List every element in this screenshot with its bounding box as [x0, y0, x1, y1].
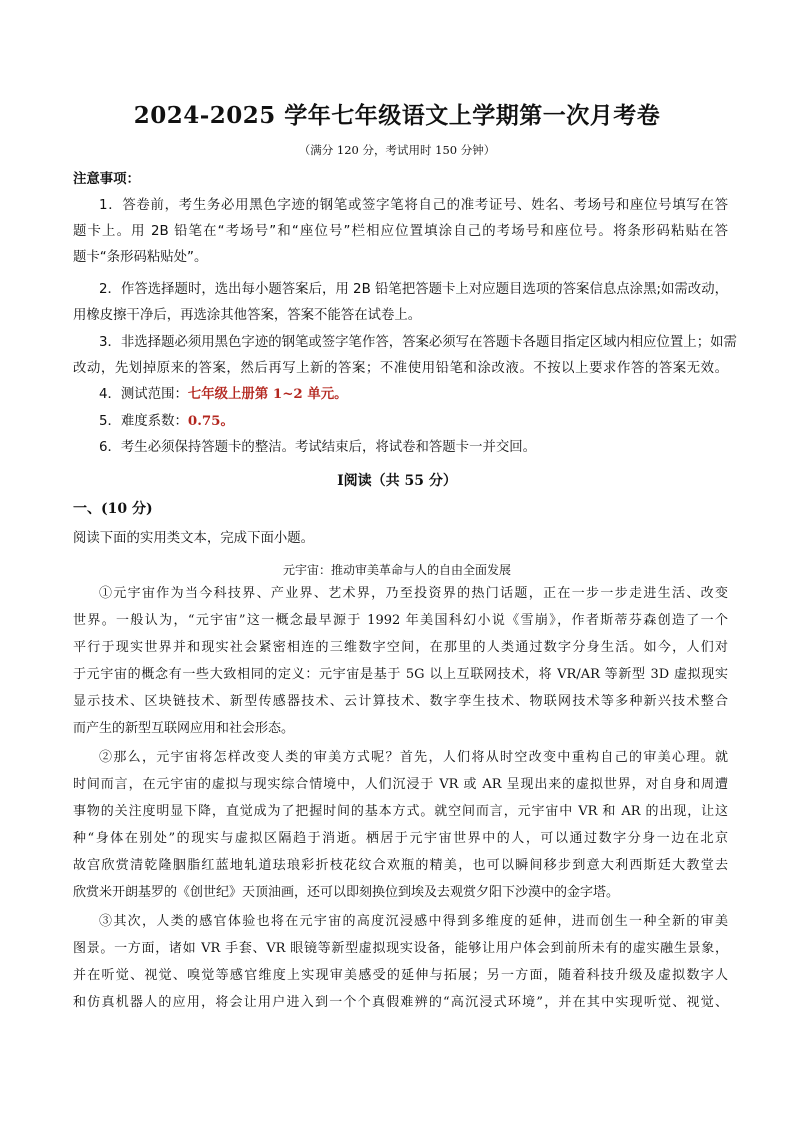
- exam-subtitle: （满分 120 分，考试用时 150 分钟）: [298, 143, 496, 157]
- notice-heading: 注意事项：: [73, 172, 140, 187]
- section-title: Ⅰ阅读（共 55 分）: [337, 473, 457, 489]
- para-3-line-2: 图景。一方面，诸如 VR 手套、VR 眼镜等新型虚拟现实设备，能够让用户体会到前所未有的虚实融生景象，: [73, 941, 728, 956]
- notice-item-4-label: 4．测试范围：: [99, 387, 188, 402]
- para-2-line-6: 欣赏米开朗基罗的《创世纪》天顶油画，还可以即刻换位到埃及去观赏夕阳下沙漠中的金字塔。: [73, 885, 620, 900]
- reading-instruction: 阅读下面的实用类文本，完成下面小题。: [73, 531, 315, 546]
- test-scope-value: 七年级上册第 1~2 单元。: [187, 386, 348, 402]
- para-1-line-2: 世界。一般认为，“元宇宙”这一概念最早源于 1992 年美国科幻小说《雪崩》，作者斯蒂芬森创造了一个: [73, 613, 728, 628]
- para-2-line-1: ②那么，元宇宙将怎样改变人类的审美方式呢？首先，人们将从时空改变中重构自己的审美心理。就: [99, 750, 728, 765]
- notice-item-3-line-1: 3．非选择题必须用黑色字迹的钢笔或签字笔作答，答案必须写在答题卡各题目指定区域内相应位置上；如需: [99, 335, 737, 350]
- notice-item-5: [99, 415, 728, 428]
- para-3-line-4: 和仿真机器人的应用，将会让用户进入到一个个真假难辨的“高沉浸式环境”，并在其中实现听觉、视觉、: [73, 995, 728, 1010]
- para-1-line-6: 而产生的新型互联网应用和社会形态。: [73, 721, 295, 736]
- notice-item-1-line-3: 题卡“条形码粘贴处”。: [73, 250, 208, 265]
- part-heading: 一、(10 分): [73, 501, 153, 517]
- para-2-line-2: 时间而言，在元宇宙的虚拟与现实综合情境中，人们沉浸于 VR 或 AR 呈现出来的虚拟世界，对自身和周遭: [73, 777, 728, 792]
- para-1-line-4: 于元宇宙的概念有一些大致相同的定义：元宇宙是基于 5G 以上互联网技术，将 VR/AR 等新型 3D 虚拟现实: [73, 667, 728, 682]
- para-2-line-5: 故宫欣赏清乾隆胭脂红蓝地轧道珐琅彩折枝花纹合欢瓶的精美，也可以瞬间移步到意大利西斯廷大教堂去: [73, 858, 728, 873]
- para-3-line-1: ③其次，人类的感官体验也将在元宇宙的高度沉浸感中得到多维度的延伸，进而创生一种全新的审美: [99, 914, 728, 929]
- para-1-line-3: 平行于现实世界并和现实社会紧密相连的三维数字空间，在那里的人类通过数字分身生活。如今，人们对: [73, 640, 728, 655]
- notice-item-4: [99, 388, 728, 401]
- page-title: 2024-2025 学年七年级语文上学期第一次月考卷: [133, 102, 661, 129]
- para-2-line-4: 种“身体在别处”的现实与虚拟区隔趋于消逝。栖居于元宇宙世界中的人，可以通过数字分身一边在北京: [73, 831, 728, 846]
- notice-item-1-line-2: 题卡上。用 2B 铅笔在“考场号”和“座位号”栏相应位置填涂自己的考场号和座位号。将条形码粘贴在答: [73, 224, 728, 239]
- para-1-line-1: ①元宇宙作为当今科技界、产业界、艺术界，乃至投资界的热门话题，正在一步一步走进生活、改变: [99, 586, 728, 601]
- notice-item-6: 6．考生必须保持答题卡的整洁。考试结束后，将试卷和答题卡一并交回。: [99, 440, 537, 455]
- notice-item-2-line-2: 用橡皮擦干净后，再选涂其他答案，答案不能答在试卷上。: [73, 308, 422, 323]
- para-1-line-5: 显示技术、区块链技术、新型传感器技术、云计算技术、数字孪生技术、物联网技术等多种新兴技术整合: [73, 694, 728, 709]
- notice-item-3-line-2: 改动，先划掉原来的答案，然后再写上新的答案；不准使用铅笔和涂改液。不按以上要求作答的答案无效。: [73, 361, 728, 376]
- notice-item-5-label: 5．难度系数：: [99, 414, 188, 429]
- notice-item-1-line-1: 1．答卷前，考生务必用黑色字迹的钢笔或签字笔将自己的准考证号、姓名、考场号和座位号填写在答: [99, 198, 728, 213]
- article-title: 元宇宙：推动审美革命与人的自由全面发展: [282, 563, 511, 577]
- notice-item-2-line-1: 2．作答选择题时，选出每小题答案后，用 2B 铅笔把答题卡上对应题目选项的答案信息点涂黑;如需改动，: [99, 282, 728, 297]
- para-2-line-3: 事物的关注度明显下降，直觉成为了把握时间的基本方式。就空间而言，元宇宙中 VR 和 AR 的出现，让这: [73, 804, 728, 819]
- para-3-line-3: 并在听觉、视觉、嗅觉等感官维度上实现审美感受的延伸与拓展；另一方面，随着科技升级及虚拟数字人: [73, 968, 728, 983]
- difficulty-value: 0.75。: [187, 413, 234, 429]
